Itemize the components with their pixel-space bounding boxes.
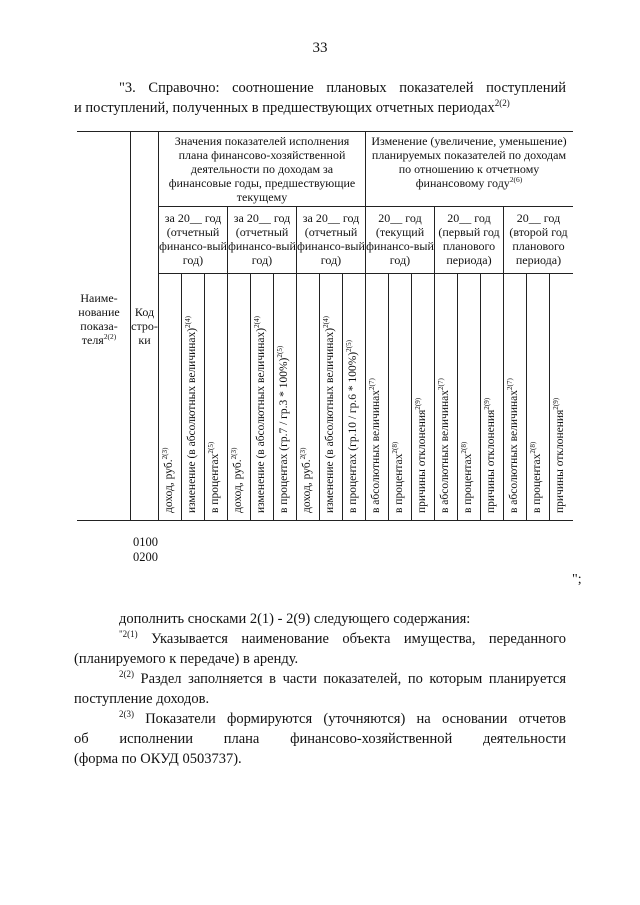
- period-header: 20__ год (второй год планового периода): [509, 211, 568, 267]
- leaf-header: в абсолютных величинах$^{2(7)}$: [368, 378, 382, 513]
- period-header: за 20__ год (отчетный финансо-вый год): [159, 211, 227, 267]
- row-codes: [133, 535, 158, 565]
- leaf-header: в процентах$^{2(8)}$: [529, 441, 543, 513]
- footnote-2-2: $^{2(2)}$ Раздел заполняется в части показателей, по которым планируется поступление доходов.: [74, 669, 566, 707]
- leaf-header: в процентах (гр.10 / гр.6 * 100%)$^{2(5)}$: [345, 339, 359, 513]
- row-code: 0100: [133, 535, 158, 549]
- leaf-header: доход, руб.$^{2(3)}$: [299, 447, 313, 513]
- page-number: 33: [312, 40, 328, 56]
- leaf-header: в процентах$^{2(5)}$: [207, 441, 221, 513]
- section-heading: [74, 78, 566, 118]
- group-change-header: Изменение (увеличение, уменьшение) планируемых показателей по доходам по отношению к отчетному финансовому году$^{2(6)}$: [371, 134, 567, 190]
- column-name-header: Наиме-нование показа-теля$^{2(2)}$: [78, 291, 120, 347]
- leaf-header: в процентах$^{2(8)}$: [460, 441, 474, 513]
- leaf-header: доход, руб.$^{2(3)}$: [161, 447, 175, 513]
- leaf-header: причины отклонения$^{2(9)}$: [414, 397, 428, 513]
- leaf-header: доход, руб.$^{2(3)}$: [230, 447, 244, 513]
- leaf-header: в абсолютных величинах$^{2(7)}$: [506, 378, 520, 513]
- closing-quote: ";: [572, 572, 582, 587]
- group-past-values-header: Значения показателей исполнения плана финансово-хозяйственной деятельности по доходам за финансовые годы, предшествующие текущему: [168, 134, 356, 204]
- period-header: 20__ год (первый год планового периода): [438, 211, 500, 267]
- heading-line-2: и поступлений, полученных в предшествующих отчетных периодах$^{2(2)}$: [74, 98, 510, 116]
- leaf-header: изменение (в абсолютных величинах)$^{2(4)}$: [253, 316, 267, 513]
- column-code-header: Код стро-ки: [131, 305, 158, 347]
- leaf-header: в процентах$^{2(8)}$: [391, 441, 405, 513]
- period-header: за 20__ год (отчетный финансо-вый год): [297, 211, 365, 267]
- period-header: за 20__ год (отчетный финансо-вый год): [228, 211, 296, 267]
- footnotes-intro: дополнить сносками 2(1) - 2(9) следующего содержания:: [119, 611, 471, 627]
- leaf-header: изменение (в абсолютных величинах)$^{2(4)}$: [322, 316, 336, 513]
- leaf-header: причины отклонения$^{2(9)}$: [483, 397, 497, 513]
- leaf-header: изменение (в абсолютных величинах)$^{2(4)}$: [184, 316, 198, 513]
- footnote-2-3: $^{2(3)}$ Показатели формируются (уточняются) на основании отчетов об исполнении плана финансово-хозяйственной деятельности (форма по ОКУД 0503737).: [74, 709, 566, 767]
- leaf-header: в процентах (гр.7 / гр.3 * 100%)$^{2(5)}$: [276, 345, 290, 513]
- reference-table: [77, 131, 573, 521]
- period-header: 20__ год (текущий финансо-вый год): [366, 211, 434, 267]
- leaf-header: причины отклонения$^{2(9)}$: [552, 397, 566, 513]
- heading-line-1: "3. Справочно: соотношение плановых показателей поступлений: [119, 80, 566, 96]
- footnote-2-1: $^{"2(1)}$ Указывается наименование объекта имущества, переданного (планируемого к передаче) в аренду.: [74, 629, 566, 667]
- row-code: 0200: [133, 550, 158, 564]
- leaf-header: в абсолютных величинах$^{2(7)}$: [437, 378, 451, 513]
